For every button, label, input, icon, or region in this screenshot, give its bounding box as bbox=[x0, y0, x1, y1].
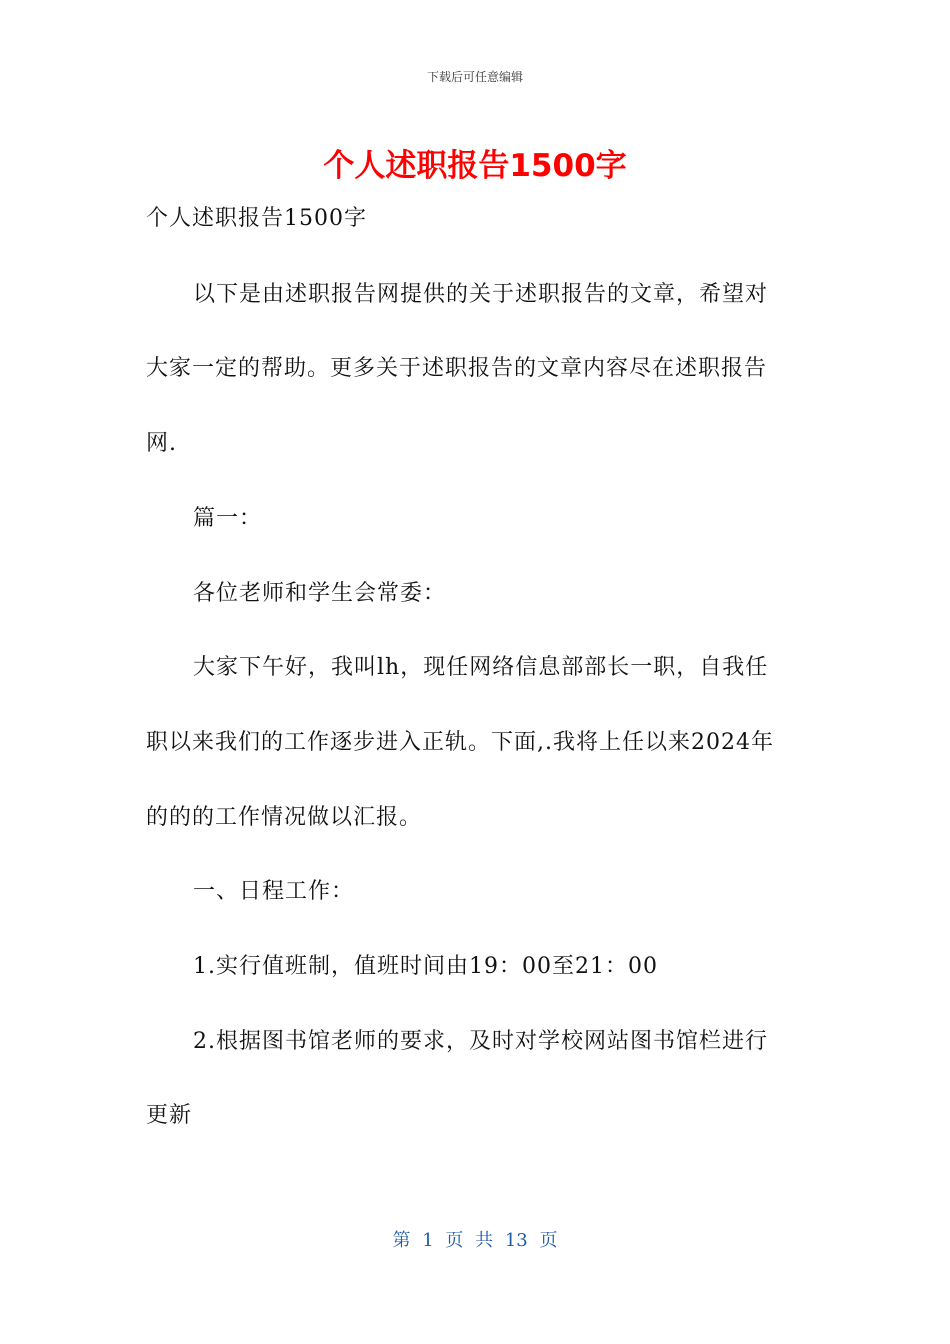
page-footer: 第 1 页 共 13 页 bbox=[392, 1230, 558, 1251]
body-line: 以下是由述职报告网提供的关于述职报告的文章，希望对 bbox=[193, 282, 769, 307]
section-heading: 篇一： bbox=[193, 506, 263, 531]
body-line: 职以来我们的工作逐步进入正轨。下面,.我将上任以来2024年 bbox=[146, 730, 774, 755]
body-line-subtitle: 个人述职报告1500字 bbox=[146, 206, 367, 231]
section-heading: 一、日程工作： bbox=[193, 879, 355, 904]
header-note: 下载后可任意编辑 bbox=[426, 70, 523, 84]
body-line: 大家一定的帮助。更多关于述职报告的文章内容尽在述职报告 bbox=[146, 356, 768, 381]
body-line: 网. bbox=[146, 431, 177, 456]
list-item: 2.根据图书馆老师的要求，及时对学校网站图书馆栏进行 bbox=[193, 1029, 768, 1054]
body-line: 的的的工作情况做以汇报。 bbox=[146, 805, 423, 830]
salutation: 各位老师和学生会常委： bbox=[193, 581, 447, 606]
body-line: 大家下午好，我叫lh，现任网络信息部部长一职，自我任 bbox=[193, 655, 769, 680]
body-line: 更新 bbox=[146, 1103, 193, 1128]
document-title: 个人述职报告1500字 bbox=[323, 148, 627, 184]
list-item: 1.实行值班制，值班时间由19：00至21：00 bbox=[193, 954, 658, 979]
